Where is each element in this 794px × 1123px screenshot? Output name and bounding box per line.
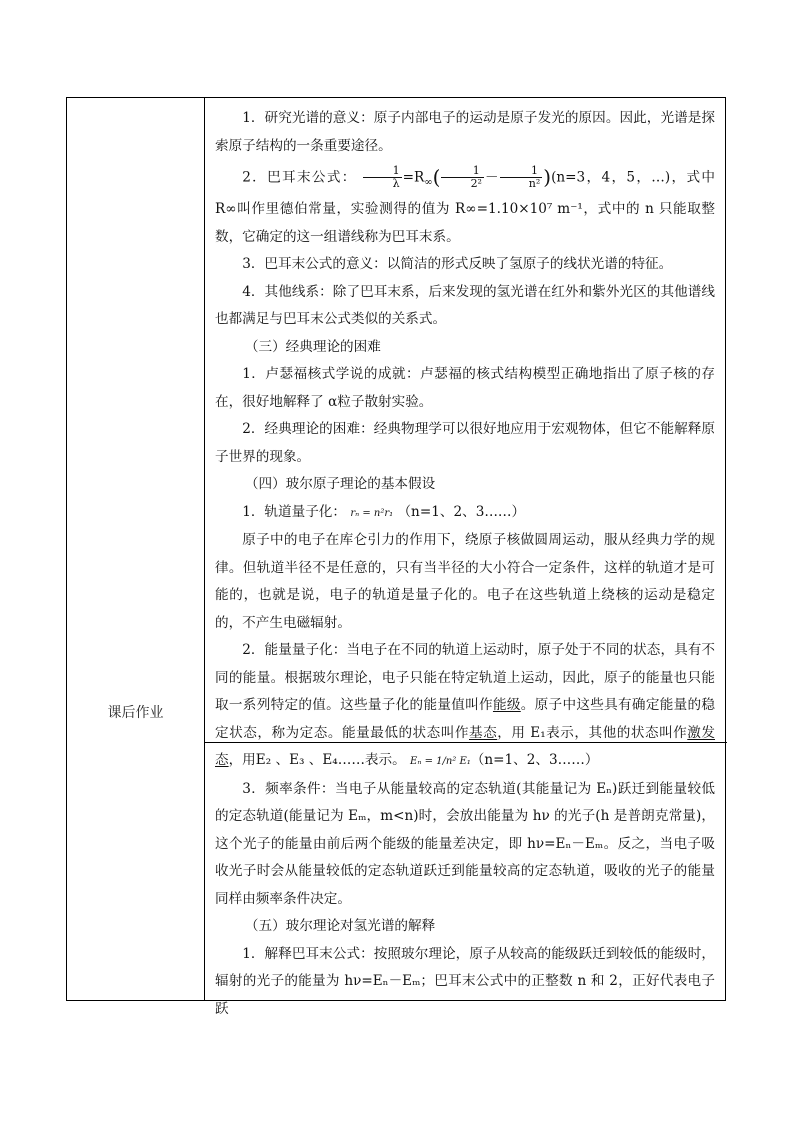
energy-formula: Eₙ = 1/n² E₁ — [410, 756, 471, 768]
balmer-lhs-fraction — [363, 165, 401, 190]
frac1-num: 1 — [441, 165, 484, 178]
term-ground-state: 基态 — [469, 724, 498, 741]
content-table — [66, 97, 726, 1017]
para-spectrum-meaning: 1．研究光谱的意义：原子内部电子的运动是原子发光的原因。因此，光谱是探索原子结构的一条重要途径。 — [215, 110, 715, 154]
orbit-prefix: 1．轨道量子化： — [242, 503, 346, 520]
para-frequency-condition: 3．频率条件：当电子从能量较高的定态轨道(其能量记为 Eₙ)跃迁到能量较低的定态轨道(能量记为 Eₘ，m<n)时，会放出能量为 hν 的光子(h 是普朗克常量)，这个光子的能量由前后两个能级的能量差决定，即 hν=Eₙ－Eₘ。反之，当电子吸收光子时会从能量较低的定态轨道跃迁到能量较高的定态轨道，吸收的光子的能量同样由频率条件决定。 — [215, 780, 715, 907]
energy-text-b: 。原子中这些具有确定能量的稳定状态，称为定态。能量最低的状态叫作 — [215, 697, 716, 741]
lhs-den: λ — [392, 177, 400, 191]
para-classical-difficulty: 2．经典理论的困难：经典物理学可以很好地应用于宏观物体，但它不能解释原子世界的现象。 — [215, 421, 715, 465]
energy-text-d: ，用E₂ 、E₃ 、E₄……表示。 — [228, 752, 406, 769]
formula-sub: ∞ — [424, 176, 433, 188]
term-energy-level: 能级 — [492, 697, 521, 714]
balmer-frac2 — [500, 165, 543, 190]
frac2-den: n² — [528, 177, 541, 191]
left-cell-label: 课后作业 — [107, 705, 164, 721]
para-energy-quantization — [215, 637, 715, 776]
balmer-frac1 — [441, 165, 484, 190]
energy-text-a: 2．能量量子化：当电子在不同的轨道上运动时，原子处于不同的状态，具有不同的能量。根据玻尔理论，电子只能在特定轨道上运动，因此，原子的能量也只能取一系列特定的值。这些量子化的能量值叫作 — [215, 642, 715, 714]
para-balmer-meaning: 3．巴耳末公式的意义：以简洁的形式反映了氢原子的线状光谱的特征。 — [242, 256, 673, 273]
energy-text-c: ，用 E₁表示，其他的状态叫作 — [497, 724, 688, 741]
para-orbit-explanation: 原子中的电子在库仑引力的作用下，绕原子核做圆周运动，服从经典力学的规律。但轨道半径不是任意的，只有当半径的大小符合一定条件，这样的轨道才是可能的，也就是说，电子的轨道是量子化的。电子在这些轨道上绕核的运动是稳定的，不产生电磁辐射。 — [215, 532, 715, 631]
para-other-series: 4．其他线系：除了巴耳末系，后来发现的氢光谱在红外和紫外光区的其他谱线也都满足与巴耳末公式类似的关系式。 — [215, 283, 715, 328]
balmer-prefix: 2．巴耳末公式： — [242, 169, 357, 186]
heading-bohr-postulates: （四）玻尔原子理论的基本假设 — [244, 476, 436, 493]
orbit-formula: rₙ = n²r₁ — [350, 507, 394, 519]
column-divider — [204, 98, 205, 1000]
heading-bohr-hydrogen: （五）玻尔理论对氢光谱的解释 — [244, 918, 436, 935]
heading-classical-difficulty: （三）经典理论的困难 — [244, 338, 381, 355]
right-cell-content — [215, 105, 715, 1023]
close-paren: ) — [543, 165, 552, 189]
para-orbit-quantization — [215, 499, 715, 528]
energy-suffix: （n=1、2、3……） — [470, 752, 599, 769]
formula-eq: =R — [402, 169, 425, 186]
frac2-num: 1 — [500, 165, 543, 178]
para-rutherford: 1．卢瑟福核式学说的成就：卢瑟福的核式结构模型正确地指出了原子核的存在，很好地解释了 α粒子散射实验。 — [215, 366, 715, 410]
open-paren: ( — [432, 165, 441, 189]
frac1-den: 2² — [470, 177, 482, 191]
formula-minus: － — [484, 169, 499, 186]
para-explain-balmer: 1．解释巴耳末公式：按照玻尔理论，原子从较高的能级跃迁到较低的能级时，辐射的光子的能量为 hν=Eₙ－Eₘ；巴耳末公式中的正整数 n 和 2，正好代表电子跃 — [215, 945, 715, 1017]
lhs-num: 1 — [363, 165, 401, 178]
orbit-suffix: （n=1、2、3……） — [397, 503, 526, 520]
balmer-suffix: (n=3，4，5，…)，式中 R∞叫作里德伯常量，实验测得的值为 R∞=1.10×10⁷ m⁻¹，式中的 n 只能取整数，它确定的这一组谱线称为巴耳末系。 — [215, 169, 715, 245]
para-balmer-formula — [215, 164, 715, 251]
term-excited-state: 激发态 — [215, 724, 716, 769]
